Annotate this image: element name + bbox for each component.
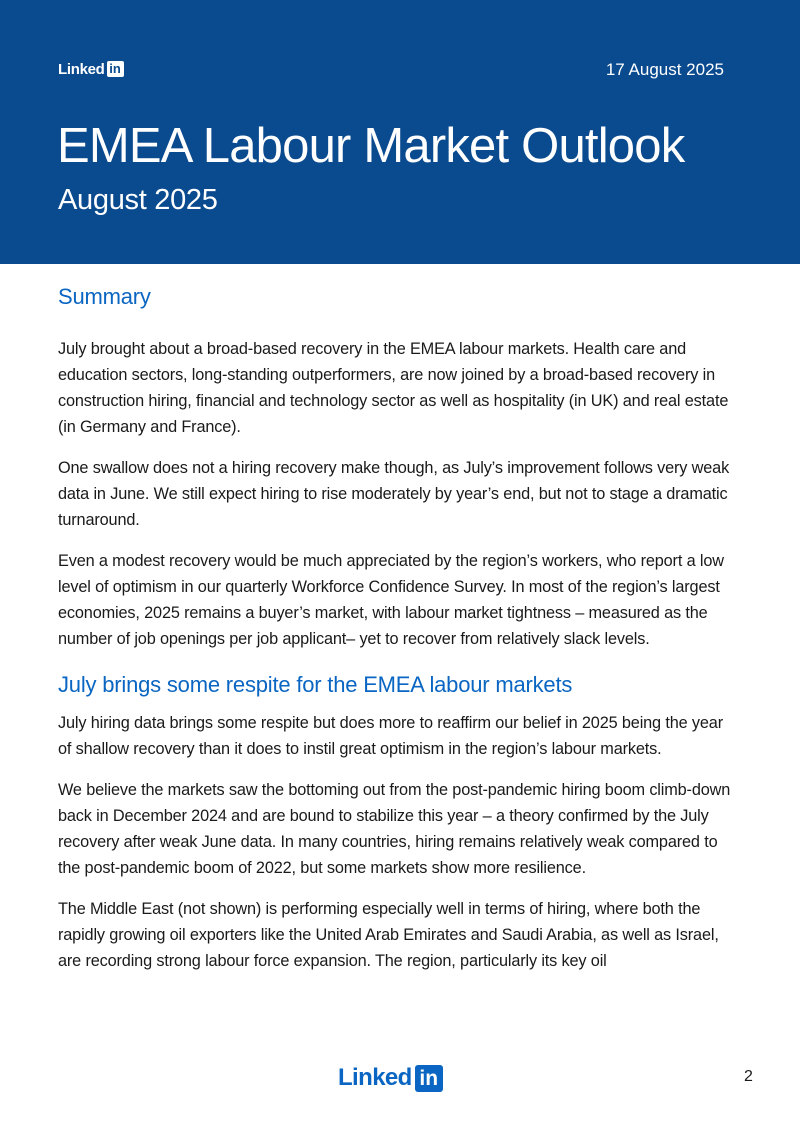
footer-linkedin-logo	[338, 1064, 443, 1092]
logo-word: Linked	[58, 60, 105, 78]
section-heading: July brings some respite for the EMEA labour markets	[58, 672, 573, 697]
section-paragraph: We believe the markets saw the bottoming out from the post-pandemic hiring boom climb-down back in December 2024 and are bound to stabilize this year – a theory confirmed by the July recovery after weak June data. In many countries, hiring remains relatively weak compared to the post-pandemic boom of 2022, but some markets show more resilience.	[58, 781, 731, 877]
report-date: 17 August 2025	[605, 60, 724, 79]
section-paragraph: The Middle East (not shown) is performing especially well in terms of hiring, where both the rapidly growing oil exporters like the United Arab Emirates and Saudi Arabia, as well as Israel, are recording strong labour force expansion. The region, particularly its key oil	[58, 900, 719, 970]
page-subtitle: August 2025	[58, 184, 218, 216]
summary-paragraph: July brought about a broad-based recovery in the EMEA labour markets. Health care and education sectors, long-standing outperformers, are now joined by a broad-based recovery in construction hiring, financial and technology sector as well as hospitality (in UK) and real estate (in Germany and France).	[58, 340, 729, 436]
summary-paragraph: Even a modest recovery would be much appreciated by the region’s workers, who report a low level of optimism in our quarterly Workforce Confidence Survey. In most of the region’s largest economies, 2025 remains a buyer’s market, with labour market tightness – measured as the number of job openings per job applicant– yet to recover from relatively slack levels.	[58, 552, 724, 648]
footer-logo-in-box: in	[415, 1065, 443, 1092]
summary-heading: Summary	[58, 284, 151, 309]
page-title: EMEA Labour Market Outlook	[57, 119, 685, 173]
footer-logo-word: Linked	[338, 1064, 412, 1091]
logo-in-box: in	[107, 61, 124, 77]
header-banner	[0, 0, 800, 264]
summary-paragraph: One swallow does not a hiring recovery make though, as July’s improvement follows very weak data in June. We still expect hiring to rise moderately by year’s end, but not to stage a dramatic turnaround.	[58, 459, 730, 529]
page-number: 2	[744, 1068, 753, 1085]
linkedin-logo	[58, 60, 124, 78]
section-paragraph: July hiring data brings some respite but does more to reaffirm our belief in 2025 being the year of shallow recovery than it does to instil great optimism in the region’s labour markets.	[58, 714, 723, 758]
main-content	[58, 284, 738, 974]
